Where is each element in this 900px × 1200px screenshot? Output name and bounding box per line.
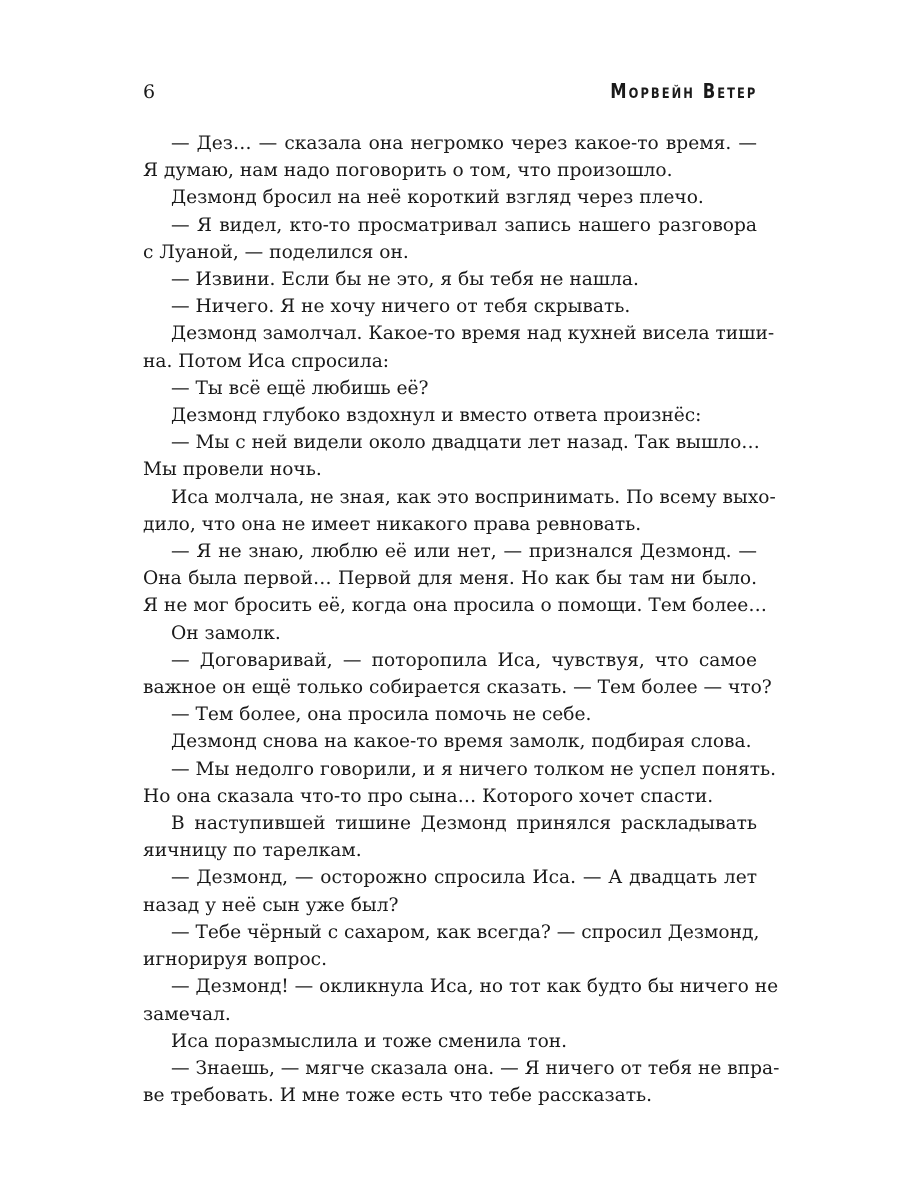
text-line: — Договаривай, — поторопила Иса, чувствуя, что самое: [171, 649, 757, 671]
text-line: — Тем более, она просила помочь не себе.: [171, 704, 592, 726]
paragraph: [143, 293, 757, 320]
paragraph: [143, 320, 775, 374]
text-line: — Дезмонд, — осторожно спросила Иса. — А двадцать лет: [171, 867, 757, 889]
page-number: 6: [143, 81, 156, 103]
text-line: Иса молчала, не зная, как это воспринимать. По всему выхо-: [171, 486, 776, 508]
body-text: [143, 130, 780, 1109]
text-line: с Луаной, — поделился он.: [143, 241, 409, 263]
text-line: — Ты всё ещё любишь её?: [171, 377, 429, 399]
text-line: Он замолк.: [171, 622, 281, 644]
text-line: Дезмонд глубоко вздохнул и вместо ответа произнёс:: [171, 405, 702, 427]
paragraph: [143, 266, 757, 293]
text-line: — Тебе чёрный с сахаром, как всегда? — спросил Дезмонд,: [171, 921, 760, 943]
paragraph: [143, 484, 776, 538]
text-line: Дезмонд бросил на неё короткий взгляд через плечо.: [171, 187, 704, 209]
text-line: — Ничего. Я не хочу ничего от тебя скрывать.: [171, 296, 631, 318]
paragraph: [143, 701, 757, 728]
text-line: назад у неё сын уже был?: [143, 894, 399, 916]
text-line: на. Потом Иса спросила:: [143, 350, 390, 372]
text-line: В наступившей тишине Дезмонд принялся раскладывать: [171, 813, 757, 835]
book-title: Морвейн Ветер: [609, 79, 757, 103]
paragraph: [143, 864, 757, 918]
paragraph: [143, 973, 779, 1027]
paragraph: [143, 1028, 757, 1055]
paragraph: [143, 919, 760, 973]
text-line: ве требовать. И мне тоже есть что тебе рассказать.: [143, 1085, 653, 1107]
paragraph: [143, 375, 757, 402]
text-line: Иса поразмыслила и тоже сменила тон.: [171, 1030, 568, 1052]
paragraph: [143, 1055, 780, 1109]
text-line: Но она сказала что-то про сына… Которого хочет спасти.: [143, 785, 714, 807]
running-head: [143, 78, 757, 108]
text-line: — Дез… — сказала она негромко через какое-то время. —: [171, 133, 757, 154]
paragraph: [143, 402, 757, 429]
text-line: — Мы с ней видели около двадцати лет назад. Так вышло…: [171, 432, 760, 454]
text-line: — Дезмонд! — окликнула Иса, но тот как будто бы ничего не: [171, 976, 779, 998]
text-line: — Мы недолго говорили, и я ничего толком не успел понять.: [171, 758, 777, 780]
text-line: — Знаешь, — мягче сказала она. — Я ничего от тебя не впра-: [171, 1057, 780, 1079]
text-line: игнорируя вопрос.: [143, 949, 327, 971]
text-line: — Я видел, кто-то просматривал запись нашего разговора: [171, 214, 757, 236]
text-line: дило, что она не имеет никакого права ревновать.: [143, 513, 642, 535]
paragraph: [143, 130, 757, 184]
paragraph: [143, 184, 757, 211]
text-line: Дезмонд замолчал. Какое-то время над кухней висела тиши-: [171, 323, 775, 345]
paragraph: [143, 212, 757, 266]
paragraph: [143, 538, 767, 620]
text-line: Она была первой… Первой для меня. Но как бы там ни было.: [143, 568, 757, 590]
text-line: — Извини. Если бы не это, я бы тебя не нашла.: [171, 269, 639, 291]
text-line: Дезмонд снова на какое-то время замолк, подбирая слова.: [171, 731, 752, 753]
text-line: замечал.: [143, 1003, 231, 1025]
text-line: — Я не знаю, люблю её или нет, — признался Дезмонд. —: [171, 541, 757, 563]
paragraph: [143, 728, 757, 755]
paragraph: [143, 810, 757, 864]
paragraph: [143, 429, 760, 483]
text-line: Я не мог бросить её, когда она просила о помощи. Тем более…: [143, 595, 767, 617]
paragraph: [143, 620, 757, 647]
text-line: Я думаю, нам надо поговорить о том, что произошло.: [143, 160, 673, 182]
text-line: важное он ещё только собирается сказать. — Тем более — что?: [143, 677, 772, 699]
text-line: Мы провели ночь.: [143, 459, 322, 481]
paragraph: [143, 756, 777, 810]
paragraph: [143, 647, 772, 701]
text-line: яичницу по тарелкам.: [143, 840, 362, 862]
